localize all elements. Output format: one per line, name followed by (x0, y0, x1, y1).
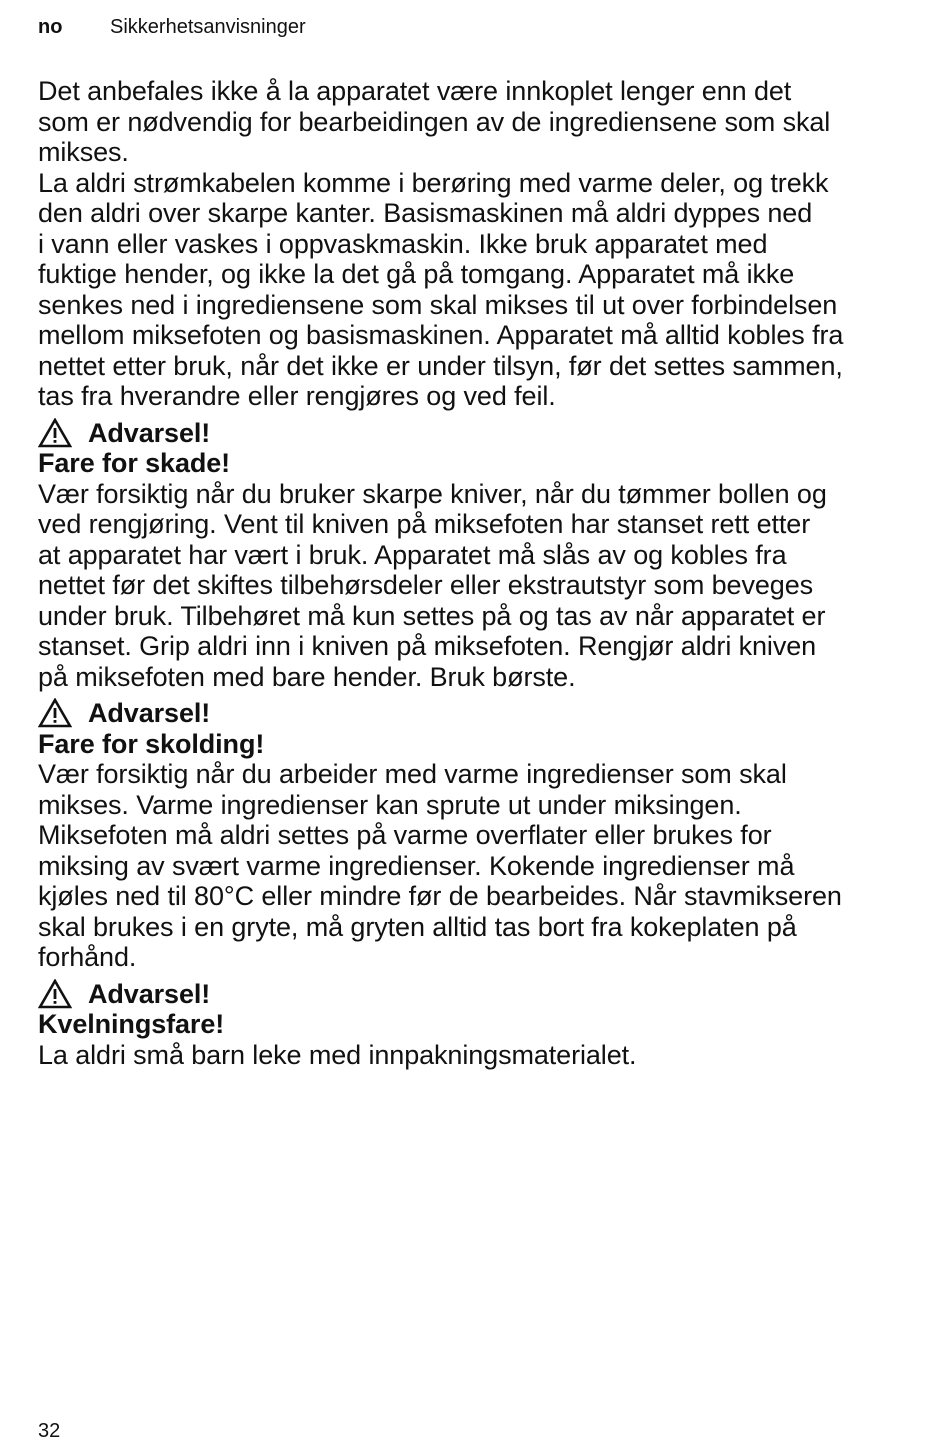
text-line: La aldri små barn leke med innpakningsmaterialet. (38, 1039, 637, 1070)
hazard-title: Kvelningsfare! (38, 1009, 225, 1039)
warning-title: Advarsel! (88, 698, 211, 728)
text-line: Vær forsiktig når du bruker skarpe kniver, når du tømmer bollen og (38, 478, 827, 509)
warning-block-injury (38, 418, 950, 693)
warning-heading (38, 418, 950, 449)
language-code: no (38, 16, 63, 38)
text-line: stanset. Grip aldri inn i kniven på miksefoten. Rengjør aldri kniven (38, 631, 817, 661)
warning-triangle-icon (38, 698, 72, 728)
hazard-title: Fare for skolding! (38, 728, 265, 759)
text-line: den aldri over skarpe kanter. Basismaskinen må aldri dyppes ned (38, 198, 813, 228)
text-line: nettet etter bruk, når det ikke er under tilsyn, før det settes sammen, (38, 350, 843, 381)
text-line: nettet før det skiftes tilbehørsdeler eller ekstrautstyr som beveges (38, 570, 814, 600)
text-line: forhånd. (38, 942, 137, 972)
warning-block-scalding (38, 698, 950, 973)
text-line: fuktige hender, og ikke la det gå på tomgang. Apparatet må ikke (38, 259, 795, 289)
section-title: Sikkerhetsanvisninger (110, 16, 306, 38)
text-line: La aldri strømkabelen komme i berøring med varme deler, og trekk (38, 167, 829, 198)
text-line: som er nødvendig for bearbeidingen av de ingrediensene som skal (38, 106, 831, 137)
text-line: på miksefoten med bare hender. Bruk børste. (38, 661, 576, 692)
text-line: tas fra hverandre eller rengjøres og ved feil. (38, 381, 556, 411)
text-line: mellom miksefoten og basismaskinen. Apparatet må alltid kobles fra (38, 320, 844, 350)
text-line: skal brukes i en gryte, må gryten alltid tas bort fra kokeplaten på (38, 911, 797, 942)
page-header (38, 16, 306, 42)
text-line: mikses. (38, 137, 129, 167)
text-line: under bruk. Tilbehøret må kun settes på og tas av når apparatet er (38, 600, 826, 631)
warning-title: Advarsel! (88, 417, 211, 448)
text-line: at apparatet har vært i bruk. Apparatet må slås av og kobles fra (38, 539, 787, 570)
page-number: 32 (38, 1420, 61, 1442)
text-line: kjøles ned til 80°C eller mindre før de bearbeides. Når stavmikseren (38, 881, 842, 911)
text-line: senkes ned i ingrediensene som skal mikses til ut over forbindelsen (38, 289, 838, 320)
hazard-title: Fare for skade! (38, 448, 231, 478)
text-line: Vær forsiktig når du arbeider med varme ingredienser som skal (38, 759, 787, 789)
warning-title: Advarsel! (88, 978, 211, 1009)
text-line: miksing av svært varme ingredienser. Kokende ingredienser må (38, 850, 795, 881)
text-line: mikses. Varme ingredienser kan sprute ut under miksingen. (38, 789, 742, 820)
warning-heading (38, 698, 950, 729)
intro-paragraph (38, 76, 950, 412)
warning-triangle-icon (38, 979, 72, 1009)
page-content (38, 76, 950, 1070)
text-line: Miksefoten må aldri settes på varme overflater eller brukes for (38, 820, 772, 850)
warning-triangle-icon (38, 418, 72, 448)
warning-heading (38, 979, 950, 1010)
text-line: ved rengjøring. Vent til kniven på miksefoten har stanset rett etter (38, 509, 811, 539)
warning-block-suffocation (38, 979, 950, 1071)
text-line: Det anbefales ikke å la apparatet være innkoplet lenger enn det (38, 76, 792, 106)
text-line: i vann eller vaskes i oppvaskmaskin. Ikke bruk apparatet med (38, 228, 768, 259)
